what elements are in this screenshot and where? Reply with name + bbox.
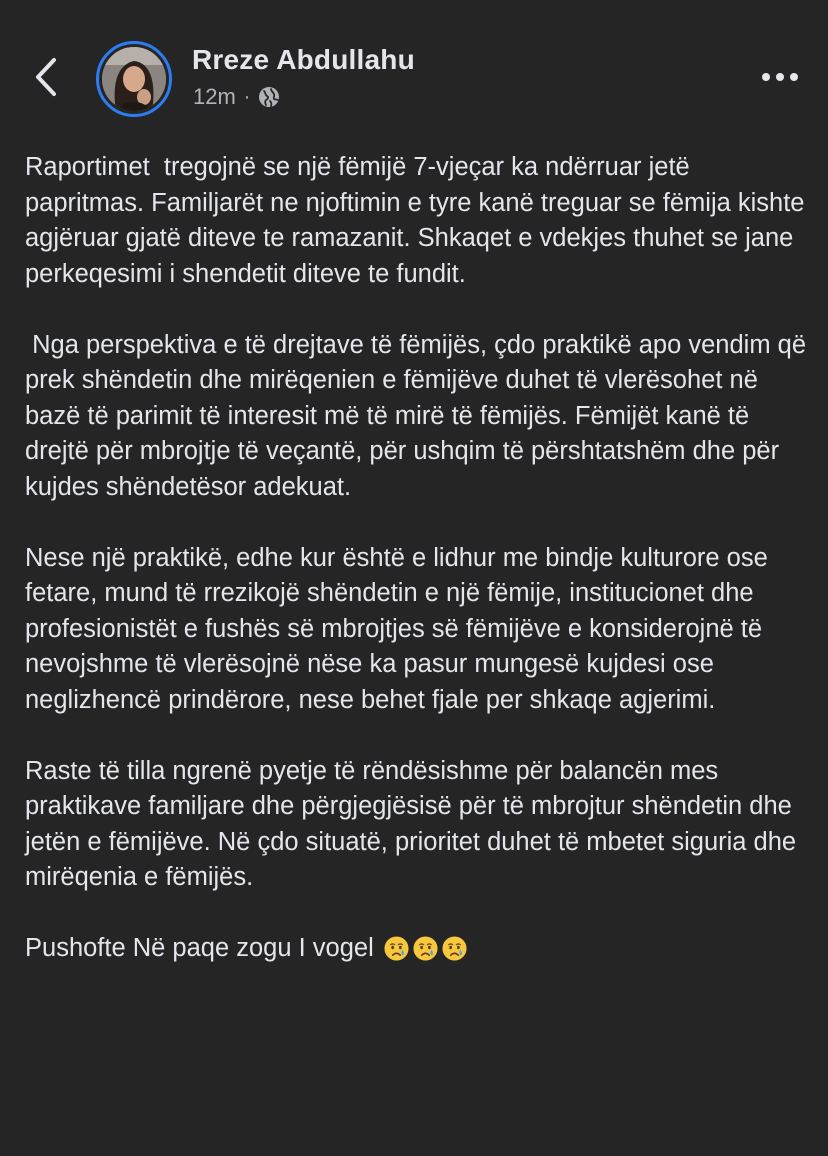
post-paragraph: Raste të tilla ngrenë pyetje të rëndësishme për balancën mes praktikave familjare dhe përgjegjësisë për të mbrojtur shëndetin dhe jetën e fëmijëve. Në çdo situatë, prioritet duhet të mbetet siguria dhe mirëqenia e fëmijës. bbox=[25, 756, 804, 891]
meta-separator: · bbox=[243, 85, 251, 108]
more-horizontal-icon bbox=[758, 62, 802, 92]
avatar-photo bbox=[102, 47, 166, 111]
post-text bbox=[25, 150, 815, 967]
crying-face-emoji bbox=[441, 935, 468, 962]
crying-face-emoji bbox=[412, 935, 439, 962]
more-options-button[interactable] bbox=[758, 62, 802, 92]
author-avatar[interactable] bbox=[96, 41, 172, 117]
crying-face-emoji bbox=[383, 935, 410, 962]
closing-text: Pushofte Në paqe zogu I vogel bbox=[25, 934, 374, 962]
post-header bbox=[0, 0, 828, 140]
post-paragraph: Nese një praktikë, edhe kur është e lidhur me bindje kulturore ose fetare, mund të rrezikojë shëndetin e një fëmije, institucionet dhe profesionistët e fushës së mbrojtjes së fëmijëve e konsiderojnë të nevojshme të vlerësojnë nëse ka pasur mungesë kujdesi ose neglizhencë prindërore, nese behet fjale per shkaqe agjerimi. bbox=[25, 543, 775, 714]
back-button[interactable] bbox=[26, 52, 66, 102]
post-paragraph: Raportimet tregojnë se një fëmijë 7-vjeçar ka ndërruar jetë papritmas. Familjarët ne njoftimin e tyre kanë treguar se fëmija kishte agjëruar gjatë diteve te ramazanit. Shkaqet e vdekjes thuhet se jane perkeqesimi i shendetit diteve te fundit. bbox=[25, 153, 812, 288]
globe-icon[interactable] bbox=[258, 86, 280, 108]
post-closing-line bbox=[25, 931, 815, 967]
post-paragraph: Nga perspektiva e të drejtave të fëmijës, çdo praktikë apo vendim që prek shëndetin dhe mirëqenien e fëmijëve duhet të vlerësohet në bazë të parimit të interesit më të mirë të fëmijës. Fëmijët kanë të drejtë për mbrojtje të veçantë, për ushqim të përshtatshëm dhe për kujdes shëndetësor adekuat. bbox=[25, 330, 814, 501]
author-name[interactable]: Rreze Abdullahu bbox=[192, 44, 415, 75]
chevron-left-icon bbox=[26, 52, 66, 102]
post-timestamp[interactable]: 12m bbox=[193, 84, 236, 109]
post-meta bbox=[193, 84, 280, 110]
